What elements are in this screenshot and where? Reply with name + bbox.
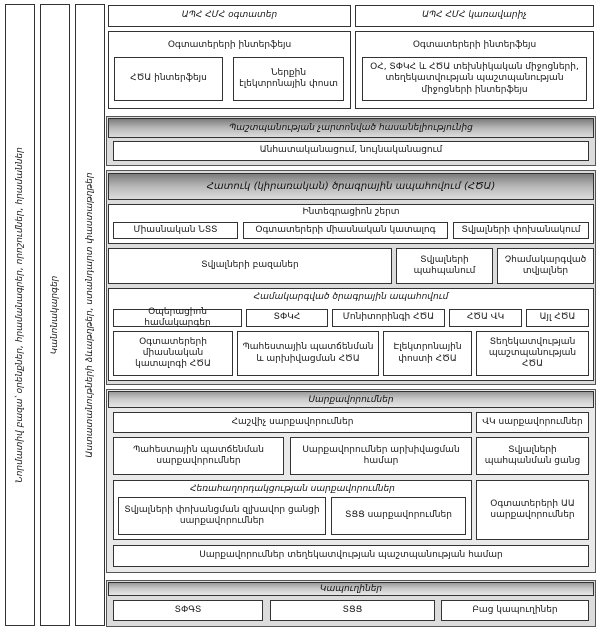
archive-equipment-label: Սարքավորումներ արխիվացման համար (302, 444, 460, 466)
databases-label: Տվյալների բազաներ (201, 260, 299, 271)
storage-network-box (476, 437, 589, 475)
monitoring-software-label: Մոնիտորինգի ՀԾԱ (342, 312, 435, 323)
column-forms (75, 4, 105, 626)
user-equipment-label: Օգտատերերի ԱԱ սարքավորումներ (490, 498, 575, 520)
data-storage-box (396, 248, 493, 284)
header-admin (355, 5, 594, 27)
technical-means-interface-label: ՕՀ, ՏՓԿՀ և ՀԾԱ տեխնիկական միջոցների, տեղեկատվության պաշտպանության միջոցների ինտերֆեյս (370, 62, 579, 95)
security-band-label: Պաշտպանության չարտոնված հասանելիությունից (229, 123, 473, 133)
authentication-label: Անհատականացում, նույնականացում (259, 145, 443, 156)
channel-item-3 (441, 600, 589, 621)
databases-box (108, 248, 392, 284)
user-equipment-box (476, 480, 589, 540)
channel-item-2 (270, 600, 435, 621)
vk-software-label: ՀԾԱ ՎԿ (466, 312, 505, 323)
catalog-software-box (113, 331, 233, 376)
security-software-label: Տեղեկատվության պաշտպանության ՀԾԱ (488, 336, 577, 370)
system-software-title: Համակարգված ծրագրային ապահովում (253, 292, 449, 302)
data-exchange-box (453, 222, 589, 239)
other-software-box (526, 309, 589, 327)
header-user-label: ԱՊՀ ՀՄՀ օգտատեր (181, 10, 278, 21)
internal-email-box (233, 57, 344, 101)
main-network-equipment-box (118, 497, 326, 535)
unstructured-data-box (497, 248, 594, 284)
channel-item-1 (113, 600, 263, 621)
data-storage-label: Տվյալների պահպանում (413, 254, 476, 276)
channels-band (108, 582, 594, 596)
email-software-box (383, 331, 472, 376)
column-normative-base-label: Նորմատիվ բազա՝ օրենքներ, հրամանագրեր, որոշումներ, հրամաններ (15, 147, 25, 483)
operating-systems-label: Օպերացիոն համակարգեր (144, 306, 211, 328)
lan-equipment-label: ՏՑՑ սարքավորումներ (345, 510, 452, 521)
security-band (108, 118, 594, 138)
header-admin-label: ԱՊՀ ՀՄՀ կառավարիչ (422, 10, 527, 21)
unified-catalog-label: Օգտատերերի միասնական կատալոգ (255, 224, 436, 235)
main-network-equipment-label: Տվյալների փոխանցման զլխավոր ցանցի սարքավորումներ (124, 504, 320, 526)
unified-catalog-box (243, 222, 448, 239)
backup-software-label: Պահեստային պատճենման և արխիվացման ՀԾԱ (242, 342, 374, 364)
channel-item-3-label: Բաց կապուղիներ (472, 604, 558, 615)
compute-equipment-box (113, 412, 472, 433)
unified-nts-box (113, 222, 238, 239)
data-exchange-label: Տվյալների փոխանակում (461, 224, 581, 235)
hsa-interface-label: ՀԾԱ ինտերֆեյս (130, 73, 207, 84)
integration-layer-title: Ինտեգրացիոն շերտ (302, 207, 400, 217)
channels-band-label: Կապուղիներ (319, 584, 383, 594)
unstructured-data-label: Չհամակարգված տվյալներ (504, 254, 587, 276)
unified-nts-label: Միասնական ՆՏՏ (133, 224, 218, 235)
column-normative-base (5, 4, 35, 626)
email-software-label: Էլեկտրոնային փոստի ՀԾԱ (393, 342, 462, 364)
other-software-label: Այլ ՀԾԱ (539, 312, 576, 323)
authentication-box (113, 141, 589, 161)
catalog-software-label: Օգտատերերի միասնական կատալոգի ՀԾԱ (135, 336, 211, 370)
vk-software-box (449, 309, 522, 327)
column-regulations-label: Կանոնակարգեր (50, 275, 60, 355)
lan-equipment-box (331, 497, 466, 535)
channel-item-1-label: ՏՓԳՏ (174, 604, 202, 615)
operating-systems-box (113, 306, 242, 328)
backup-software-box (237, 331, 379, 376)
compute-equipment-label: Հաշվիչ սարքավորումներ (231, 416, 354, 427)
security-equipment-label: Սարքավորումներ տեղեկատվության պաշտպանության համար (199, 550, 503, 561)
telecom-equipment-title: Հեռահաղորդակցության սարքավորումներ (190, 484, 395, 494)
header-user (108, 5, 351, 27)
dbms-label: ՏՓԿՀ (273, 312, 301, 323)
column-forms-label: Աստատանութների ձևաթղթեր, ստանդարտ փաստաթղթեր (85, 172, 95, 458)
hardware-band (108, 391, 594, 408)
internal-email-label: Ներքին էլեկտրոնային փոստ (239, 67, 338, 89)
storage-network-label: Տվյալների պահպանման ցանց (484, 444, 581, 466)
hsa-interface-box (114, 57, 223, 101)
technical-means-interface-box (362, 57, 587, 101)
user-interface-left-title: Օգտատերերի ինտերֆեյս (167, 40, 292, 50)
channel-item-2-label: ՏՑՑ (342, 604, 363, 615)
vk-equipment-box (476, 412, 589, 433)
backup-equipment-box (113, 437, 284, 475)
dbms-box (246, 309, 328, 327)
user-interface-right-title: Օգտատերերի ինտերֆեյս (412, 40, 537, 50)
security-software-box (476, 331, 589, 376)
hardware-band-label: Սարքավորումներ (308, 394, 394, 405)
archive-equipment-box (290, 437, 472, 475)
column-regulations (40, 4, 70, 626)
software-band-label: Հատուկ (կիրառական) ծրագրային ապահովում (ՀԾԱ) (206, 181, 496, 192)
vk-equipment-label: ՎԿ սարքավորումներ (482, 416, 583, 427)
software-band (108, 173, 594, 200)
backup-equipment-label: Պահեստային պատճենման սարքավորումներ (133, 444, 264, 466)
monitoring-software-box (332, 309, 445, 327)
security-equipment-box (113, 545, 589, 567)
